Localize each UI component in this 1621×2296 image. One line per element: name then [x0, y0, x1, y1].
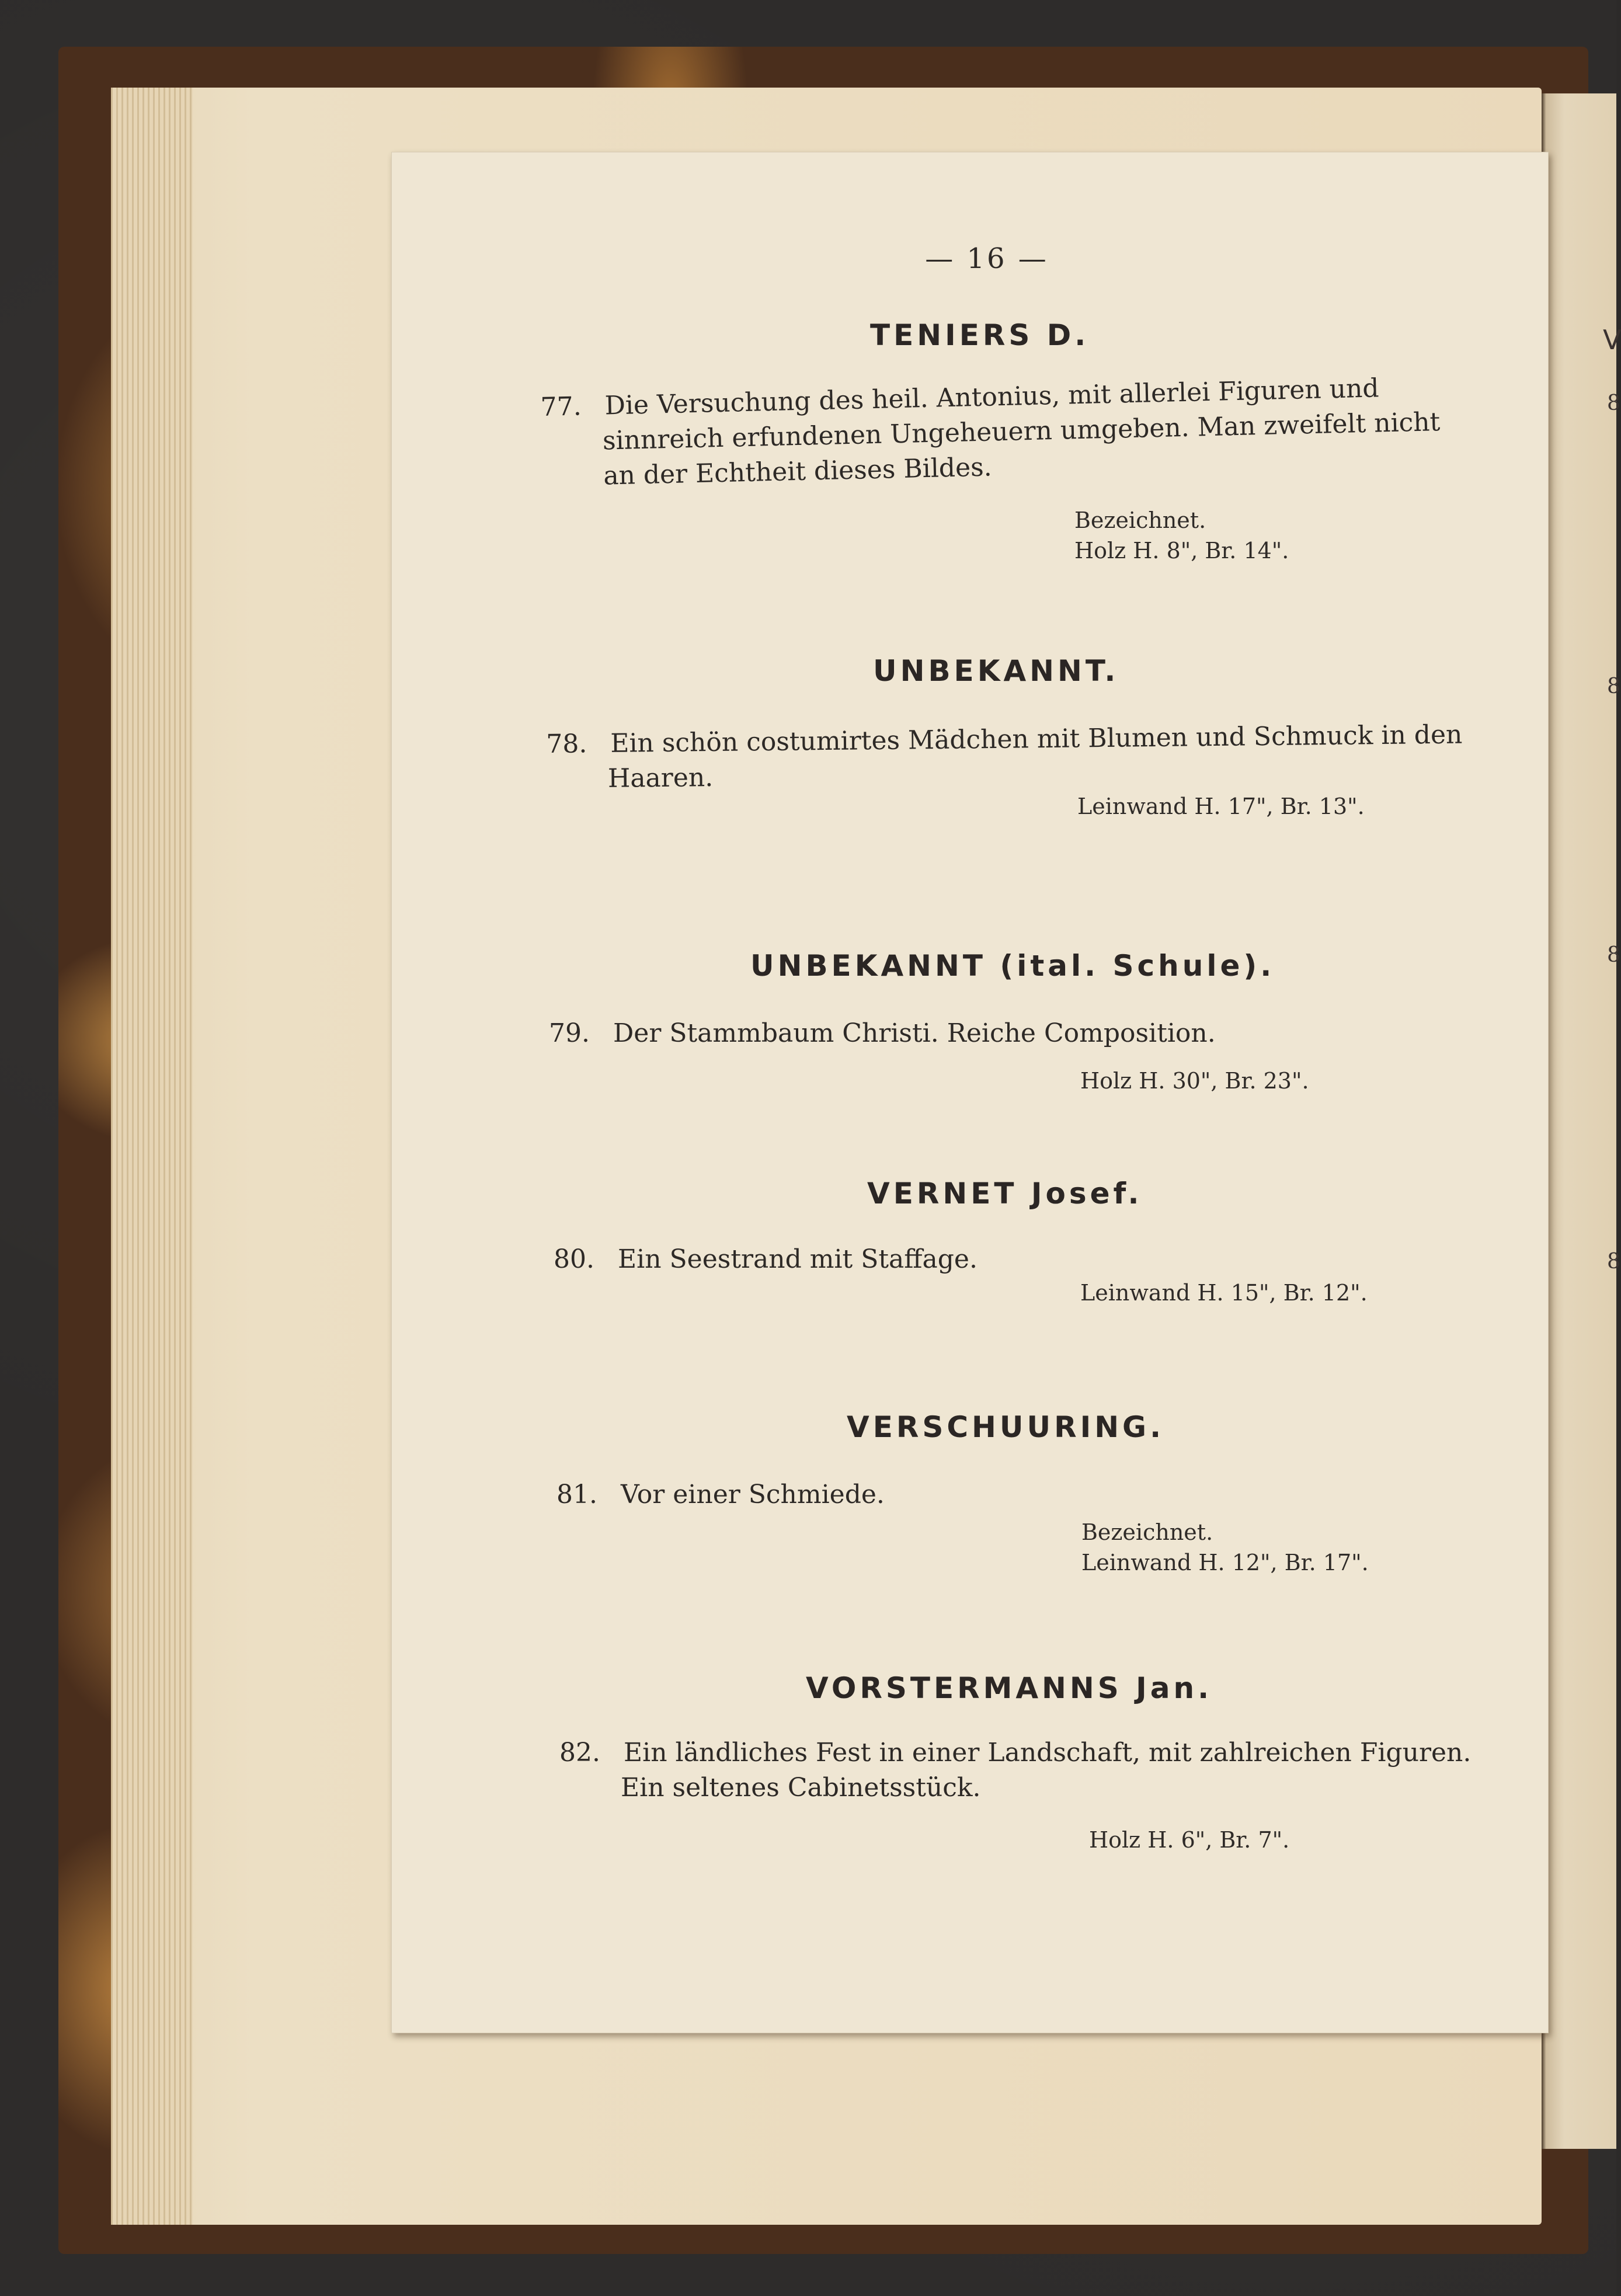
- entry-text-line: Die Versuchung des heil. Antonius, mit allerlei Figuren und: [604, 373, 1380, 421]
- catalog-entry: [549, 1016, 1216, 1051]
- spec-line: Leinwand H. 12", Br. 17".: [1081, 1550, 1369, 1575]
- spec-line: Bezeichnet.: [1081, 1519, 1213, 1545]
- entry-spec: [1077, 791, 1365, 822]
- entry-spec: [1089, 1825, 1289, 1855]
- catalog-entry: [559, 1735, 1471, 1806]
- entry-text-line: Ein schön costumirtes Mädchen mit Blumen und Schmuck in den: [610, 719, 1463, 759]
- facing-page-mark: 8: [1607, 391, 1620, 415]
- entry-text-line: Ein Seestrand mit Staffage.: [618, 1244, 978, 1274]
- entry-number: 82.: [559, 1738, 600, 1768]
- spec-line: Bezeichnet.: [1074, 507, 1206, 533]
- spec-line: Leinwand H. 15", Br. 12".: [1080, 1280, 1368, 1306]
- page-edges: [111, 88, 193, 2225]
- catalog-entry: [546, 718, 1463, 797]
- entry-number: 81.: [556, 1480, 597, 1509]
- entry-text-line: Ein seltenes Cabinetsstück.: [621, 1773, 981, 1803]
- entry-number: 78.: [546, 729, 587, 759]
- facing-page-mark: 8: [1607, 674, 1620, 698]
- catalog-entry: [556, 1477, 885, 1512]
- entry-spec: [1080, 1066, 1309, 1096]
- facing-page-mark: 8: [1607, 943, 1620, 967]
- entry-number: 77.: [540, 391, 582, 422]
- catalog-entry: [540, 370, 1441, 495]
- artist-heading: TENIERS D.: [870, 318, 1090, 352]
- entry-text-line: an der Echtheit dieses Bildes.: [603, 452, 993, 491]
- artist-heading: VORSTERMANNS Jan.: [806, 1671, 1213, 1705]
- spec-line: Leinwand H. 17", Br. 13".: [1077, 794, 1365, 819]
- entry-spec: [1074, 505, 1289, 566]
- artist-heading: UNBEKANNT.: [873, 654, 1119, 688]
- artist-heading: UNBEKANNT (ital. Schule).: [750, 949, 1275, 983]
- artist-heading: VERNET Josef.: [867, 1177, 1143, 1210]
- facing-page: [1542, 93, 1616, 2149]
- entry-number: 80.: [554, 1244, 594, 1274]
- artist-heading: VERSCHUURING.: [847, 1410, 1165, 1444]
- entry-text-line: Vor einer Schmiede.: [621, 1480, 885, 1509]
- facing-page-mark: 8: [1607, 1250, 1620, 1274]
- entry-text-line: sinnreich erfundenen Ungeheuern umgeben. Man zweifelt nicht: [602, 407, 1441, 456]
- entry-spec: [1080, 1278, 1368, 1308]
- entry-text-line: Der Stammbaum Christi. Reiche Composition.: [613, 1018, 1216, 1048]
- catalog-entry: [554, 1242, 978, 1277]
- entry-spec: [1081, 1517, 1369, 1578]
- spec-line: Holz H. 30", Br. 23".: [1080, 1068, 1309, 1094]
- page-number: — 16 —: [925, 242, 1049, 275]
- facing-page-letter: V: [1603, 324, 1621, 356]
- spec-line: Holz H. 6", Br. 7".: [1089, 1827, 1290, 1853]
- entry-text-line: Ein ländliches Fest in einer Landschaft, mit zahlreichen Figuren.: [624, 1738, 1472, 1768]
- entry-number: 79.: [549, 1018, 590, 1048]
- spec-line: Holz H. 8", Br. 14".: [1074, 538, 1289, 563]
- entry-text-line: Haaren.: [607, 763, 714, 794]
